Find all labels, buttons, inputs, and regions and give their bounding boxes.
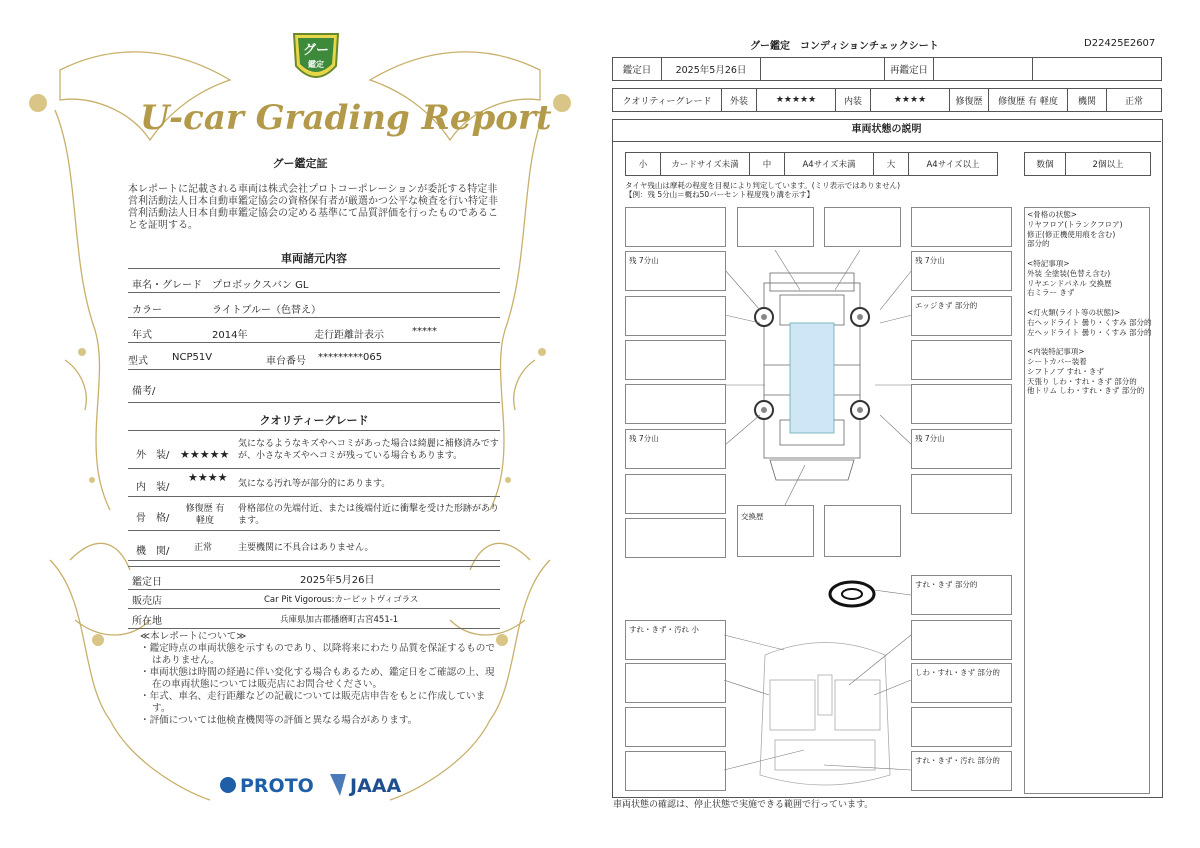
damage-note: 交換歴 [741, 512, 764, 521]
size-small: 小 [626, 153, 661, 176]
side-note-line: 右ミラー きず [1027, 288, 1075, 298]
divider [128, 430, 500, 431]
condition-box [911, 474, 1012, 514]
date-value: 2025年5月26日 [300, 575, 375, 586]
document-number: D22425E2607 [1084, 38, 1156, 49]
empty-cell [761, 58, 885, 81]
proto-logo-icon [220, 777, 236, 793]
repair-label: 修復歴 [950, 89, 989, 112]
ext-stars: ★★★★★ [757, 89, 836, 112]
address-label: 所在地 [132, 616, 162, 627]
side-note-line [1027, 249, 1152, 259]
side-note-line: シートカバー装着 [1027, 356, 1087, 366]
proto-logo: PROTO [240, 775, 314, 797]
condition-box-rear [911, 751, 1012, 791]
spec-label: 車名・グレード [132, 280, 202, 291]
empty-cell [1033, 58, 1162, 81]
size-small-desc: カードサイズ未満 [661, 153, 750, 176]
spec-value: プロボックスバン GL [212, 280, 309, 291]
svg-text:グー: グー [302, 43, 330, 58]
grade-label: 骨 格/ [136, 513, 170, 524]
specs-heading: 車両諸元内容 [281, 252, 347, 265]
tire-note: タイヤ残山は摩耗の程度を目視により判定しています。(ミリ表示ではありません) [625, 181, 901, 190]
size-mid-desc: A4サイズ未満 [785, 153, 874, 176]
count-desc: 2個以上 [1066, 153, 1151, 176]
tire-tread: 残 7分山 [915, 256, 945, 265]
jaaa-logo: JAAA [350, 775, 402, 797]
size-large: 大 [874, 153, 909, 176]
address-row [128, 608, 500, 629]
count-label: 数個 [1025, 153, 1066, 176]
sheet-title: グー鑑定 コンディションチェックシート [750, 41, 939, 52]
condition-box [625, 663, 726, 703]
side-note-line: 部分的 [1027, 239, 1050, 249]
condition-box [911, 340, 1012, 380]
spec-label: 車台番号 [266, 356, 306, 367]
grade-row-engine [128, 534, 500, 561]
side-note-line: 修正(修正機使用痕を含む) [1027, 229, 1116, 239]
side-note-line: 右ヘッドライト 曇り・くすみ 部分的 [1027, 317, 1152, 327]
condition-box [911, 207, 1012, 247]
bottom-note: 車両状態の確認は、停止状態で実施できる範囲で行っています。 [613, 800, 874, 810]
appraisal-date-row [128, 566, 500, 590]
dealer-value: Car Pit Vigorous:カーピットヴィゴラス [264, 595, 419, 605]
condition-box [625, 518, 726, 558]
side-note-line: シフトノブ すれ・きず [1027, 366, 1104, 376]
condition-box [911, 384, 1012, 424]
condition-box-replaced [737, 505, 814, 557]
condition-box [911, 620, 1012, 660]
condition-box-tire-front-left [625, 251, 726, 291]
address-value: 兵庫県加古郡播磨町古宮451-1 [280, 615, 399, 625]
tire-tread: 残 7分山 [629, 434, 659, 443]
note-item: ・評価については他検査機関等の評価と異なる場合があります。 [140, 715, 418, 726]
certificate-title: グー鑑定証 [272, 157, 328, 170]
dealer-row [128, 588, 500, 609]
spec-value: NCP51V [172, 352, 213, 363]
side-note-line: リヤフロア(トランクフロア) [1027, 219, 1123, 229]
damage-note: すれ・きず・汚れ 部分的 [915, 756, 1000, 765]
note-item: ・鑑定時点の車両状態を示すものであり、以降将来にわたり品質を保証するものではありません。 [140, 643, 495, 666]
reappraisal-value [934, 58, 1033, 81]
header-grade-table [612, 88, 1162, 112]
tire-tread: 残 7分山 [915, 434, 945, 443]
size-legend-table [625, 152, 998, 176]
spec-row-remarks [128, 374, 500, 403]
count-legend-table [1024, 152, 1151, 176]
size-large-desc: A4サイズ以上 [909, 153, 998, 176]
grade-value: 正常 [194, 543, 213, 553]
reappraisal-label: 再鑑定日 [885, 58, 934, 81]
quality-heading: クオリティーグレード [259, 414, 369, 427]
spec-label: 年式 [132, 330, 152, 341]
condition-box-tire-front-right [911, 251, 1012, 291]
note-item: ・年式、車名、走行距離などの記載については販売店申告をもとに作成しています。 [140, 691, 486, 714]
grade-row-interior [128, 470, 500, 497]
condition-box-steering [911, 575, 1012, 615]
grade-desc: 気になる汚れ等が部分的にあります。 [238, 479, 391, 489]
condition-box [625, 340, 726, 380]
jaaa-logo-icon [330, 774, 346, 796]
spec-value: ***** [412, 326, 437, 337]
spec-label: カラー [132, 305, 162, 316]
side-note-line: <特記事項> [1027, 258, 1070, 268]
footer-logos [218, 770, 418, 800]
spec-row-color [128, 297, 500, 318]
damage-note: エッジきず 部分的 [915, 301, 978, 310]
dealer-label: 販売店 [132, 596, 162, 607]
condition-box [625, 474, 726, 514]
condition-box [625, 296, 726, 336]
spec-row-name [128, 272, 500, 293]
condition-box [824, 207, 901, 247]
quality-label: クオリティーグレード [613, 89, 722, 112]
spec-row-year [128, 322, 500, 343]
condition-check-sheet [600, 0, 1200, 848]
side-note-line: 外装 全塗装(色替え含む) [1027, 268, 1111, 278]
condition-box [625, 207, 726, 247]
spec-label: 走行距離計表示 [314, 330, 384, 341]
spec-value: ライトブルー（色替え） [212, 305, 321, 316]
interior-leader-lines [724, 590, 914, 790]
report-notes [140, 631, 500, 727]
goo-appraisal-badge [288, 30, 344, 88]
int-stars: ★★★★ [871, 89, 950, 112]
report-title: U-car Grading Report [140, 98, 552, 138]
condition-box-seat2 [911, 663, 1012, 703]
size-mid: 中 [750, 153, 785, 176]
notes-title: ≪本レポートについて≫ [140, 631, 247, 642]
damage-note: しわ・すれ・きず 部分的 [915, 668, 1000, 677]
condition-box-tire-rear-left [625, 429, 726, 469]
grade-label: 機 関/ [136, 546, 170, 557]
condition-box [625, 707, 726, 747]
spec-value: 2014年 [212, 330, 248, 341]
repair-value: 修復歴 有 軽度 [989, 89, 1068, 112]
condition-box-seat [625, 620, 726, 660]
date-label: 鑑定日 [132, 577, 162, 588]
date-value: 2025年5月26日 [662, 58, 761, 81]
condition-box [824, 505, 901, 557]
grade-desc: 主要機関に不具合はありません。 [238, 543, 374, 553]
grade-label: 外 装/ [136, 450, 170, 461]
condition-box [911, 707, 1012, 747]
certificate-intro: 本レポートに記載される車両は株式会社プロトコーポレーションが委託する特定非営利活動法人日本自動車鑑定協会の資格保有者が厳選かつ公平な検査を行い特定非営利活動法人日本自動車鑑定協会の定める基準にて品質評価を行ったものであることを証明する。 [128, 184, 498, 231]
grade-row-exterior [128, 436, 500, 469]
side-note-line: 他トリム しわ・すれ・きず 部分的 [1027, 386, 1145, 396]
spec-row-model [128, 347, 500, 370]
grade-label: 内 装/ [136, 482, 170, 493]
svg-text:鑑定: 鑑定 [308, 60, 324, 69]
side-note-line: <内装特記事項> [1027, 347, 1085, 357]
damage-note: すれ・きず 部分的 [915, 580, 978, 589]
state-title: 車両状態の説明 [612, 119, 1161, 142]
damage-note: すれ・きず・汚れ 小 [629, 625, 699, 634]
side-note-line: <灯火類(ライト等の状態)> [1027, 307, 1121, 317]
condition-box-edge [911, 296, 1012, 336]
side-note-line: 天張り しわ・すれ・きず 部分的 [1027, 376, 1137, 386]
side-note-line: リヤエンドパネル 交換歴 [1027, 278, 1112, 288]
divider [128, 268, 500, 269]
note-item: ・車両状態は時間の経過に伴い変化する場合もあるため、鑑定日をご確認の上、現在の車両状態については販売店にお問合せください。 [140, 667, 495, 690]
date-label: 鑑定日 [613, 58, 662, 81]
tire-example: 【例：残 5分山＝概ね50パーセント程度残り溝を示す】 [625, 190, 815, 199]
side-note-line: <骨格の状態> [1027, 210, 1078, 219]
engine-value: 正常 [1107, 89, 1162, 112]
engine-label: 機関 [1068, 89, 1107, 112]
grade-desc: 骨格部位の先端付近、または後端付近に衝撃を受けた形跡があります。 [238, 504, 500, 526]
condition-box [737, 207, 814, 247]
spec-label: 備考/ [132, 386, 156, 397]
grade-row-frame [128, 500, 500, 531]
int-label: 内装 [836, 89, 871, 112]
side-note-line: 左ヘッドライト 曇り・くすみ 部分的 [1027, 327, 1152, 337]
ext-label: 外装 [722, 89, 757, 112]
condition-box-tire-rear-right [911, 429, 1012, 469]
condition-box [625, 384, 726, 424]
side-notes [1027, 210, 1152, 396]
tire-tread: 残 7分山 [629, 256, 659, 265]
side-note-line [1027, 298, 1152, 308]
spec-label: 型式 [128, 356, 148, 367]
side-note-line [1027, 337, 1152, 347]
grade-value: 修復歴 有 軽度 [185, 504, 225, 526]
grade-stars: ★★★★ [188, 471, 228, 484]
spec-value: *********065 [318, 352, 383, 363]
condition-box [625, 751, 726, 791]
header-date-table [612, 57, 1162, 81]
grade-desc: 気になるようなキズやヘコミがあった場合は綺麗に補修済みですが、小さなキズやヘコミが残っている場合もあります。 [238, 439, 499, 461]
grade-stars: ★★★★★ [180, 448, 230, 461]
